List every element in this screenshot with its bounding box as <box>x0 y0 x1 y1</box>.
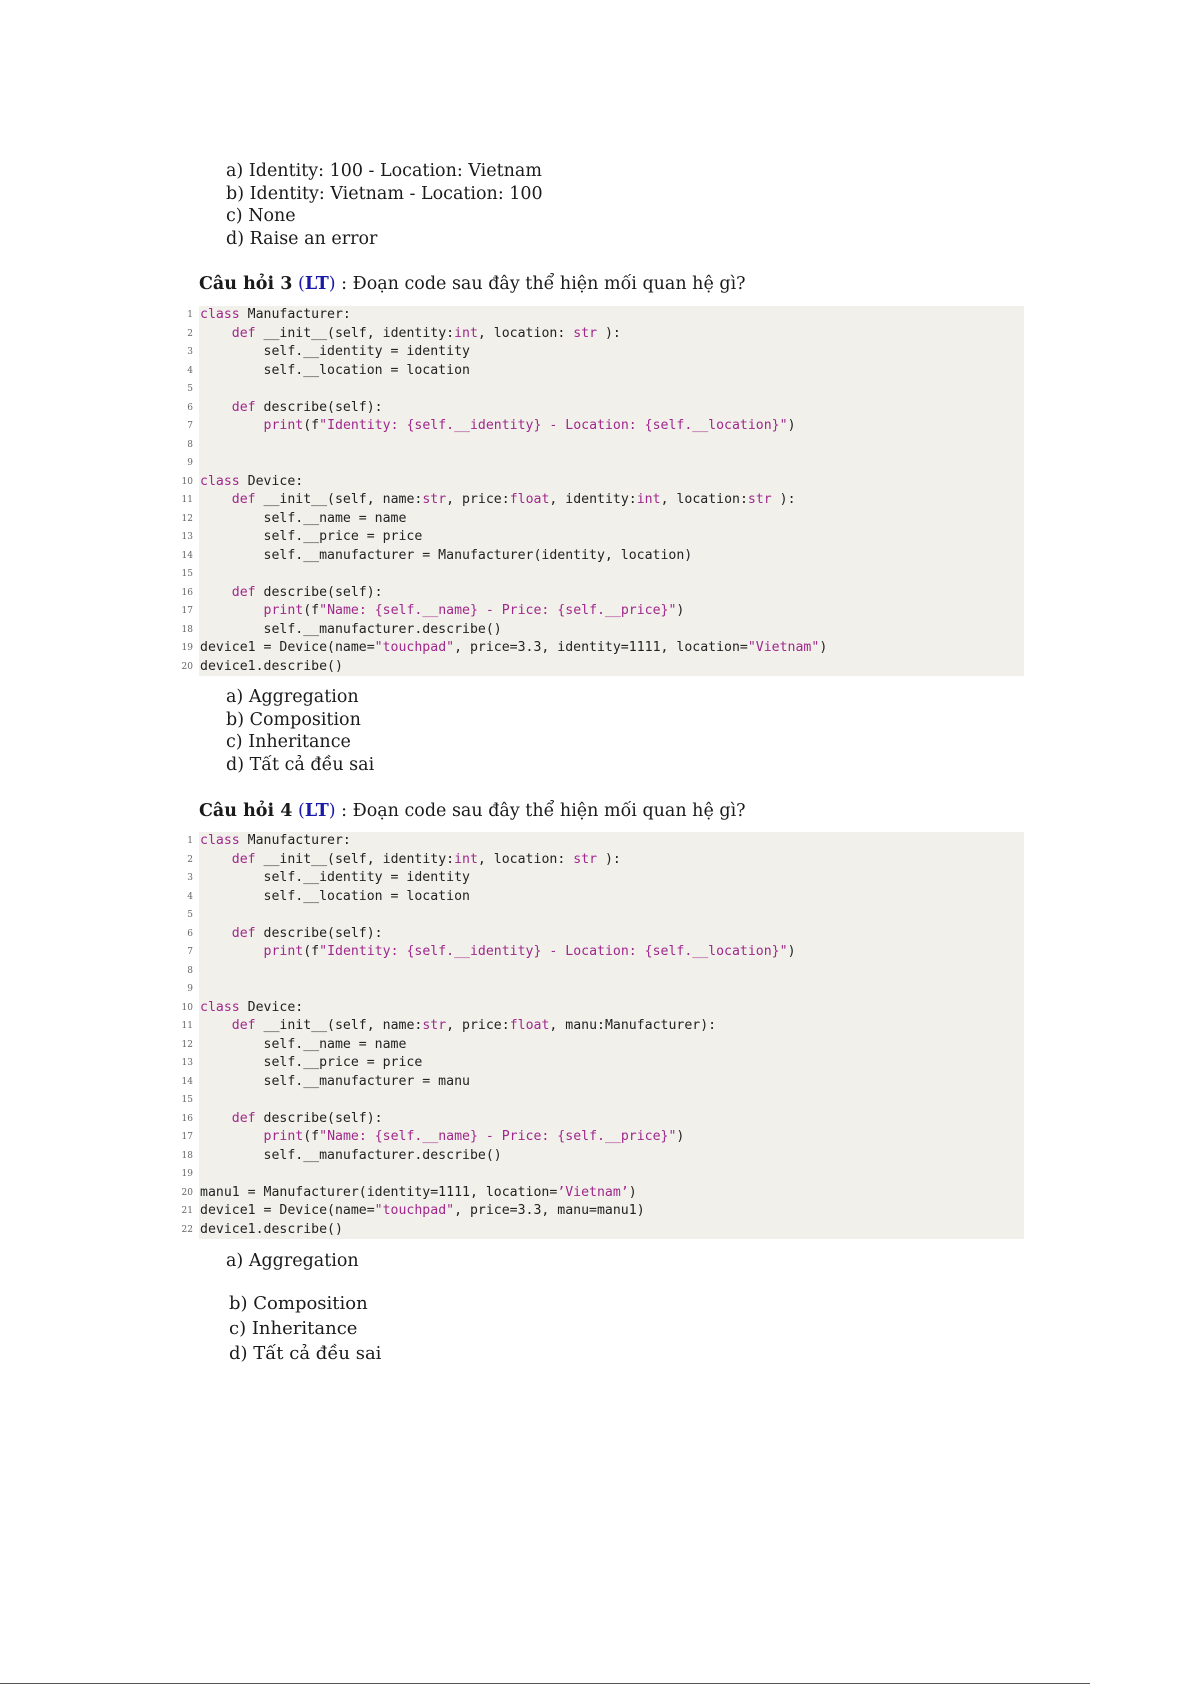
code-token: ): <box>771 492 796 507</box>
line-number: 12 <box>181 513 193 524</box>
code-line <box>181 621 1024 640</box>
line-number: 19 <box>181 1169 193 1179</box>
code-keyword: print <box>263 944 304 959</box>
code-keyword: float <box>509 1018 550 1033</box>
code-line <box>181 999 1024 1018</box>
q4-options-first <box>226 1250 359 1273</box>
line-number: 17 <box>181 606 193 616</box>
code-line <box>181 1110 1024 1129</box>
line-number: 15 <box>181 1095 193 1105</box>
code-line <box>187 380 1024 399</box>
code-keyword: class <box>200 833 240 848</box>
line-number: 10 <box>181 476 193 487</box>
q3-option-c: c) Inheritance <box>226 732 351 753</box>
line-number: 14 <box>181 550 193 561</box>
code-token: __init__(self, identity: <box>255 851 455 867</box>
code-token: , price: <box>446 1018 510 1033</box>
code-token: self.__identity = identity <box>200 344 470 359</box>
line-number: 2 <box>187 854 193 865</box>
q2-option-c: c) None <box>226 206 296 227</box>
code-keyword: int <box>636 492 661 507</box>
q3-code-listing <box>181 306 1024 676</box>
code-line <box>187 343 1024 362</box>
code-keyword: print <box>263 1129 304 1144</box>
code-line <box>181 473 1024 492</box>
code-keyword: class <box>200 473 240 489</box>
code-token: self.__manufacturer = manu <box>200 1073 470 1089</box>
code-token: __init__(self, name: <box>255 1018 423 1033</box>
code-token: , price: <box>446 492 510 507</box>
code-string: "Name: {self.__name} - Price: {self.__price}" <box>319 1129 677 1144</box>
line-number: 11 <box>181 495 193 505</box>
code-keyword: def <box>231 492 256 507</box>
code-keyword: int <box>454 325 478 341</box>
code-line <box>187 417 1024 436</box>
code-token: , location: <box>477 325 574 341</box>
line-number: 1 <box>187 310 193 320</box>
code-line <box>187 832 1024 851</box>
line-number: 10 <box>181 1002 193 1013</box>
line-number: 1 <box>187 836 193 846</box>
line-number: 6 <box>187 928 193 939</box>
code-keyword: class <box>200 307 240 322</box>
line-number: 6 <box>187 402 193 413</box>
code-keyword: int <box>454 851 478 867</box>
code-line <box>187 454 1024 473</box>
code-string: "touchpad" <box>374 640 455 655</box>
code-token: Manufacturer: <box>239 833 351 848</box>
q3-options <box>226 686 374 777</box>
code-token <box>200 944 264 959</box>
code-token: (f <box>303 603 320 618</box>
q3-tag-wrapper: (LT) <box>297 274 336 294</box>
code-token: self.__name = name <box>200 1036 407 1052</box>
code-keyword: def <box>231 325 256 341</box>
code-token: device1 = Device(name= <box>200 1203 375 1218</box>
code-token: , price=3.3, identity=1111, location= <box>454 640 748 655</box>
line-number: 11 <box>181 1021 193 1031</box>
line-number: 5 <box>187 910 193 920</box>
code-token: describe(self): <box>255 1110 383 1126</box>
code-keyword: str <box>573 325 598 341</box>
code-line <box>181 528 1024 547</box>
code-keyword: def <box>231 1110 256 1126</box>
code-line <box>181 1036 1024 1055</box>
code-line <box>187 925 1024 944</box>
code-token: , identity: <box>549 492 637 507</box>
code-token <box>200 926 232 941</box>
q2-options <box>226 160 543 251</box>
code-string: "touchpad" <box>374 1203 455 1218</box>
code-line <box>181 639 1024 658</box>
line-number: 20 <box>181 1187 193 1198</box>
code-line <box>181 1073 1024 1092</box>
code-line <box>181 1221 1024 1240</box>
code-token: (f <box>303 1129 320 1144</box>
line-number: 14 <box>181 1076 193 1087</box>
code-token: ): <box>597 325 621 341</box>
line-number: 7 <box>187 421 193 431</box>
code-token: ) <box>676 1129 685 1144</box>
code-token: ) <box>819 640 828 655</box>
code-token: __init__(self, identity: <box>255 325 455 341</box>
code-line <box>181 602 1024 621</box>
q4-label: Câu hỏi 4 <box>199 801 293 821</box>
code-keyword: str <box>422 492 447 507</box>
code-token: describe(self): <box>255 399 383 415</box>
line-number: 16 <box>181 587 193 598</box>
code-token <box>200 1111 232 1126</box>
q3-option-a: a) Aggregation <box>226 687 359 707</box>
line-number: 12 <box>181 1039 193 1050</box>
q3-label: Câu hỏi 3 <box>199 274 293 294</box>
code-token: ) <box>787 418 796 433</box>
code-string: "Identity: {self.__identity} - Location: {self.__location}" <box>319 944 788 959</box>
code-token: (f <box>303 944 320 959</box>
q4-tag: LT <box>304 801 329 821</box>
code-line <box>187 325 1024 344</box>
code-token: device1 = Device(name= <box>200 640 375 655</box>
line-number: 8 <box>187 439 193 450</box>
code-token <box>200 852 232 867</box>
code-line <box>187 888 1024 907</box>
code-line <box>181 491 1024 510</box>
code-token: Manufacturer: <box>239 307 351 322</box>
line-number: 18 <box>181 624 193 635</box>
code-token: self.__manufacturer = Manufacturer(identity, location) <box>200 547 693 563</box>
code-line <box>187 362 1024 381</box>
code-token <box>200 492 232 507</box>
code-token: self.__price = price <box>200 529 423 544</box>
code-token: , manu:Manufacturer): <box>549 1018 717 1033</box>
code-token <box>200 418 264 433</box>
code-line <box>181 1165 1024 1184</box>
code-token <box>200 1129 264 1144</box>
code-token <box>200 1018 232 1033</box>
line-number: 17 <box>181 1132 193 1142</box>
code-token: Device: <box>239 473 304 489</box>
code-line <box>187 851 1024 870</box>
code-string: "Name: {self.__name} - Price: {self.__price}" <box>319 603 677 618</box>
code-keyword: class <box>200 999 240 1015</box>
q4-option-b: b) Composition <box>229 1293 368 1314</box>
q4-code-listing <box>181 832 1024 1239</box>
code-token: self.__identity = identity <box>200 870 470 885</box>
code-line <box>181 510 1024 529</box>
code-token: ) <box>676 603 685 618</box>
code-keyword: str <box>422 1018 447 1033</box>
code-token: __init__(self, name: <box>255 492 423 507</box>
code-token: (f <box>303 418 320 433</box>
line-number: 8 <box>187 965 193 976</box>
code-token: , location: <box>660 492 748 507</box>
code-token: ) <box>628 1184 637 1200</box>
code-keyword: def <box>231 584 256 600</box>
q4-option-d: d) Tất cả đều sai <box>229 1343 382 1364</box>
q3-option-b: b) Composition <box>226 709 361 730</box>
q4-tag-wrapper: (LT) <box>297 801 336 821</box>
line-number: 19 <box>181 643 193 653</box>
code-line <box>181 1054 1024 1073</box>
code-keyword: def <box>231 1018 256 1033</box>
line-number: 13 <box>181 1058 193 1068</box>
code-token <box>200 585 232 600</box>
line-number: 9 <box>187 458 193 468</box>
code-line <box>187 943 1024 962</box>
q3-heading <box>199 272 746 296</box>
code-token: self.__manufacturer.describe() <box>200 1147 502 1163</box>
code-keyword: print <box>263 603 304 618</box>
line-number: 7 <box>187 947 193 957</box>
code-token: manu1 = Manufacturer(identity=1111, location= <box>200 1184 558 1200</box>
code-line <box>187 306 1024 325</box>
code-token <box>200 603 264 618</box>
q4-option-c: c) Inheritance <box>229 1318 358 1339</box>
code-token: ) <box>787 944 796 959</box>
code-line <box>187 869 1024 888</box>
code-token: self.__location = location <box>200 362 470 378</box>
line-number: 3 <box>187 347 193 357</box>
code-line <box>181 1128 1024 1147</box>
code-keyword: print <box>263 418 304 433</box>
code-line <box>181 658 1024 677</box>
code-token: , location: <box>477 851 574 867</box>
code-token: self.__price = price <box>200 1055 423 1070</box>
code-line <box>187 962 1024 981</box>
line-number: 21 <box>181 1206 193 1216</box>
line-number: 4 <box>187 365 193 376</box>
line-number: 22 <box>181 1224 193 1235</box>
line-number: 15 <box>181 569 193 579</box>
code-line <box>181 1202 1024 1221</box>
code-token: describe(self): <box>255 584 383 600</box>
q3-tag: LT <box>304 274 329 294</box>
q2-option-b: b) Identity: Vietnam - Location: 100 <box>226 183 543 204</box>
code-token <box>200 326 232 341</box>
line-number: 9 <box>187 984 193 994</box>
code-token: self.__manufacturer.describe() <box>200 621 502 637</box>
q4-option-a: a) Aggregation <box>226 1251 359 1271</box>
code-keyword: str <box>573 851 598 867</box>
code-token: device1.describe() <box>200 1221 343 1237</box>
code-string: "Identity: {self.__identity} - Location: {self.__location}" <box>319 418 788 433</box>
line-number: 5 <box>187 384 193 394</box>
code-keyword: str <box>747 492 772 507</box>
code-line <box>181 547 1024 566</box>
code-token <box>200 400 232 415</box>
code-string: ’Vietnam’ <box>557 1184 629 1200</box>
code-token: self.__name = name <box>200 510 407 526</box>
code-line <box>181 1184 1024 1203</box>
code-line <box>181 1091 1024 1110</box>
q4-heading <box>199 799 746 823</box>
code-line <box>187 906 1024 925</box>
line-number: 20 <box>181 661 193 672</box>
code-line <box>181 565 1024 584</box>
code-keyword: def <box>231 399 256 415</box>
code-keyword: def <box>231 851 256 867</box>
code-token: describe(self): <box>255 925 383 941</box>
q2-option-a: a) Identity: 100 - Location: Vietnam <box>226 161 542 181</box>
code-line <box>187 980 1024 999</box>
code-keyword: float <box>509 492 550 507</box>
q3-question-text: : Đoạn code sau đây thể hiện mối quan hệ gì? <box>335 274 746 294</box>
line-number: 4 <box>187 891 193 902</box>
line-number: 18 <box>181 1150 193 1161</box>
code-token: device1.describe() <box>200 658 343 674</box>
code-line <box>187 399 1024 418</box>
code-line <box>181 584 1024 603</box>
code-token: Device: <box>239 999 304 1015</box>
line-number: 16 <box>181 1113 193 1124</box>
line-number: 3 <box>187 873 193 883</box>
q4-options-rest <box>229 1291 381 1366</box>
code-token: , price=3.3, manu=manu1) <box>454 1203 645 1218</box>
code-line <box>181 1017 1024 1036</box>
q3-option-d: d) Tất cả đều sai <box>226 755 375 776</box>
code-token: self.__location = location <box>200 888 470 904</box>
q4-question-text: : Đoạn code sau đây thể hiện mối quan hệ gì? <box>335 801 746 821</box>
code-line <box>187 436 1024 455</box>
q2-option-d: d) Raise an error <box>226 229 378 250</box>
code-string: "Vietnam" <box>747 640 820 655</box>
code-token: ): <box>597 851 621 867</box>
page-footer-rule <box>0 1683 1090 1684</box>
line-number: 2 <box>187 328 193 339</box>
code-keyword: def <box>231 925 256 941</box>
line-number: 13 <box>181 532 193 542</box>
code-line <box>181 1147 1024 1166</box>
